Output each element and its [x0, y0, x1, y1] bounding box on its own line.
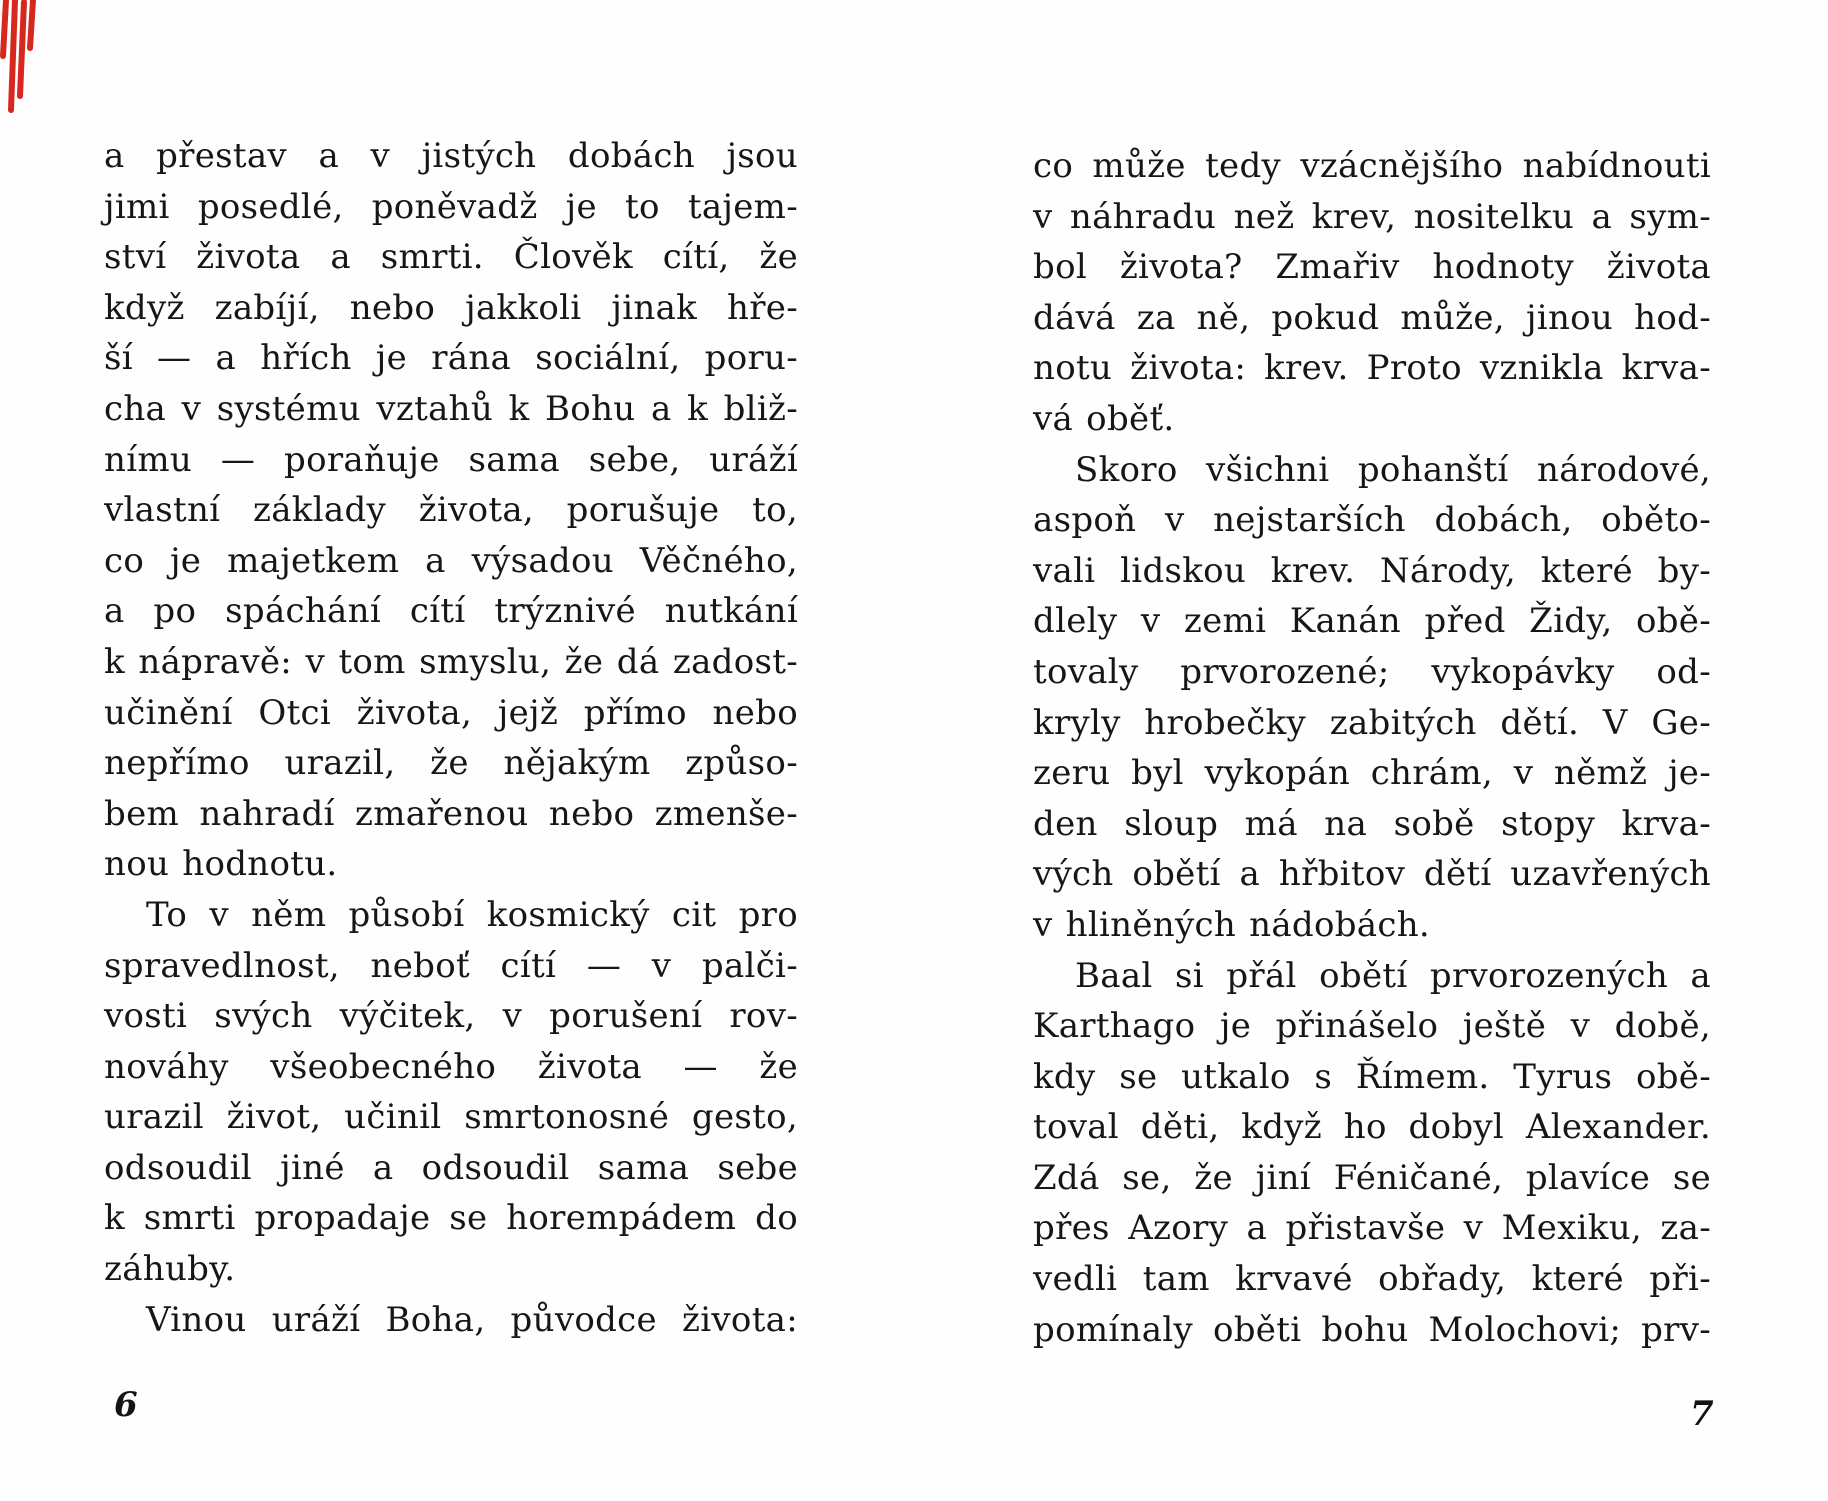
text-line: v hliněných nádobách. — [1033, 904, 1431, 945]
text-line: bol života? Zmařiv hodnoty života — [1033, 247, 1711, 288]
page-left-text-column — [104, 131, 798, 1345]
text-line: co může tedy vzácnějšího nabídnouti — [1033, 146, 1711, 186]
text-line: Vinou uráží Boha, původce života: — [146, 1299, 798, 1340]
page-right-text-column — [1033, 141, 1711, 1355]
text-line: tovaly prvorozené; vykopávky od- — [1033, 651, 1711, 692]
page-number-left: 6 — [114, 1385, 138, 1425]
text-line: aspoň v nejstarších dobách, oběto- — [1033, 500, 1711, 541]
text-line: Skoro všichni pohanští národové, — [1075, 449, 1711, 490]
text-line: a po spáchání cítí trýznivé nutkání — [104, 591, 798, 632]
text-line: toval děti, když ho dobyl Alexander. — [1033, 1107, 1711, 1148]
text-line: nepřímo urazil, že nějakým způso- — [104, 743, 798, 784]
text-line: urazil život, učinil smrtonosné gesto, — [104, 1097, 798, 1138]
text-line: vedli tam krvavé obřady, které při- — [1033, 1259, 1711, 1300]
text-line: přes Azory a přistavše v Mexiku, za- — [1033, 1208, 1711, 1249]
text-line: když zabíjí, nebo jakkoli jinak hře- — [104, 287, 798, 328]
text-line: dlely v zemi Kanán před Židy, obě- — [1033, 601, 1711, 642]
text-line: odsoudil jiné a odsoudil sama sebe — [104, 1147, 798, 1188]
text-line: den sloup má na sobě stopy krva- — [1033, 803, 1711, 844]
text-line: kdy se utkalo s Římem. Tyrus obě- — [1033, 1056, 1711, 1097]
text-line: co je majetkem a výsadou Věčného, — [104, 540, 798, 581]
text-line: k nápravě: v tom smyslu, že dá zadost- — [104, 641, 798, 682]
text-line: dává za ně, pokud může, jinou hod- — [1033, 297, 1711, 338]
text-line: vali lidskou krev. Národy, které by- — [1033, 550, 1711, 591]
text-line: nou hodnotu. — [104, 844, 338, 885]
text-line: vá oběť. — [1033, 398, 1175, 439]
text-line: pomínaly oběti bohu Molochovi; prv- — [1033, 1309, 1711, 1350]
red-pen-mark-icon — [0, 0, 40, 120]
text-line: vosti svých výčitek, v porušení rov- — [104, 996, 798, 1037]
text-line: notu života: krev. Proto vznikla krva- — [1033, 348, 1711, 389]
text-line: kryly hrobečky zabitých dětí. V Ge- — [1033, 702, 1711, 743]
text-line: ší — a hřích je rána sociální, poru- — [104, 338, 798, 379]
text-line: Baal si přál obětí prvorozených a — [1075, 955, 1711, 996]
text-line: vých obětí a hřbitov dětí uzavřených — [1033, 854, 1711, 895]
text-line: Zdá se, že jiní Féničané, plavíce se — [1033, 1157, 1711, 1198]
text-line: záhuby. — [104, 1249, 236, 1290]
text-line: nímu — poraňuje sama sebe, uráží — [104, 439, 798, 480]
text-line: zeru byl vykopán chrám, v němž je- — [1033, 753, 1711, 794]
text-line: To v něm působí kosmický cit pro — [146, 894, 798, 935]
text-line: spravedlnost, neboť cítí — v palči- — [104, 945, 798, 986]
text-line: učinění Otci života, jejž přímo nebo — [104, 692, 798, 733]
text-line: a přestav a v jistých dobách jsou — [104, 136, 798, 176]
text-line: v náhradu než krev, nositelku a sym- — [1033, 196, 1711, 237]
text-line: jimi posedlé, poněvadž je to tajem- — [104, 186, 798, 227]
text-line: ství života a smrti. Člověk cítí, že — [104, 237, 798, 278]
text-line: k smrti propadaje se horempádem do — [104, 1198, 798, 1239]
text-line: bem nahradí zmařenou nebo zmenše- — [104, 793, 798, 834]
text-line: Karthago je přinášelo ještě v době, — [1033, 1006, 1711, 1047]
text-line: nováhy všeobecného života — že — [104, 1046, 798, 1087]
text-line: vlastní základy života, porušuje to, — [104, 490, 798, 531]
page-number-right: 7 — [1690, 1394, 1714, 1434]
text-line: cha v systému vztahů k Bohu a k bliž- — [104, 388, 798, 429]
